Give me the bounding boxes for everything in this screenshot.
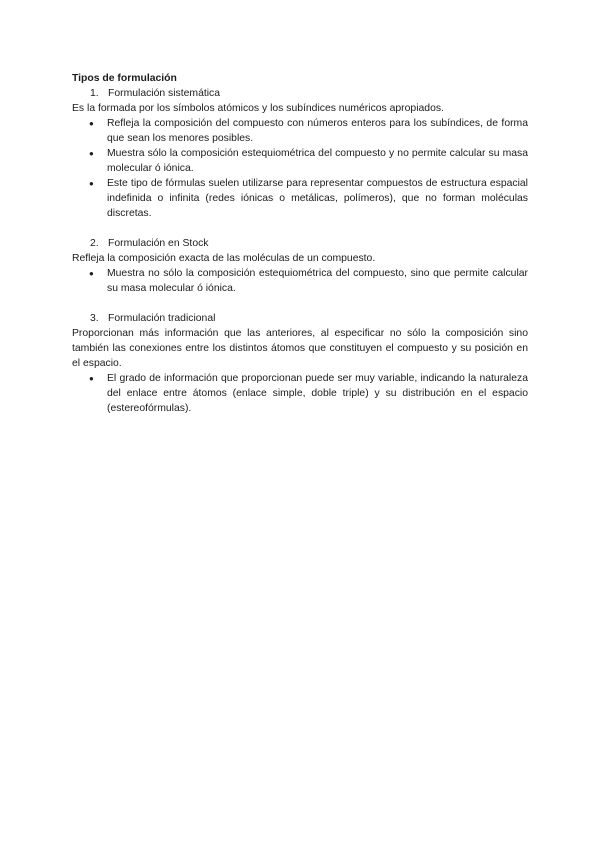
bullet-list (72, 266, 528, 296)
section-heading-text: Formulación tradicional (108, 313, 216, 324)
section-intro: Refleja la composición exacta de las moléculas de un compuesto. (72, 253, 376, 264)
section-heading (72, 311, 528, 326)
bullet-icon: ● (89, 269, 94, 278)
section-stock (72, 236, 528, 296)
section-tradicional (72, 311, 528, 416)
section-sistematica (72, 86, 528, 221)
bullet-text: Este tipo de fórmulas suelen utilizarse para representar compuestos de estructura espacial indefinida o infinita (redes iónicas o metálicas, polímeros), que no forman moléculas discretas. (107, 178, 528, 219)
section-number: 1. (90, 88, 99, 99)
bullet-text: Refleja la composición del compuesto con números enteros para los subíndices, de forma que sean los menores posibles. (107, 118, 528, 144)
bullet-list (72, 371, 528, 416)
bullet-text: Muestra no sólo la composición estequiométrica del compuesto, sino que permite calcular su masa molecular ó iónica. (107, 268, 528, 294)
section-heading (72, 86, 528, 101)
bullet-icon: ● (89, 179, 94, 188)
section-intro: Proporcionan más información que las anteriores, al especificar no sólo la composición sino también las conexiones entre los distintos átomos que constituyen el compuesto y su posición en el espacio. (72, 328, 528, 369)
bullet-item (72, 146, 528, 176)
section-number: 3. (90, 313, 99, 324)
document-title: Tipos de formulación (72, 73, 177, 84)
section-heading-text: Formulación en Stock (108, 238, 209, 249)
bullet-icon: ● (89, 149, 94, 158)
bullet-item (72, 116, 528, 146)
bullet-item (72, 371, 528, 416)
bullet-item (72, 176, 528, 221)
bullet-icon: ● (89, 119, 94, 128)
bullet-text: El grado de información que proporcionan puede ser muy variable, indicando la naturaleza del enlace entre átomos (enlace simple, doble triple) y su distribución en el espacio (estereofórmulas). (107, 373, 528, 414)
section-number: 2. (90, 238, 99, 249)
bullet-list (72, 116, 528, 221)
bullet-text: Muestra sólo la composición estequiométrica del compuesto y no permite calcular su masa molecular ó iónica. (107, 148, 528, 174)
bullet-icon: ● (89, 374, 94, 383)
section-heading-text: Formulación sistemática (108, 88, 221, 99)
section-heading (72, 236, 528, 251)
bullet-item (72, 266, 528, 296)
spacer (72, 221, 528, 236)
section-intro: Es la formada por los símbolos atómicos y los subíndices numéricos apropiados. (72, 103, 444, 114)
spacer (72, 296, 528, 311)
document-page (72, 71, 528, 416)
